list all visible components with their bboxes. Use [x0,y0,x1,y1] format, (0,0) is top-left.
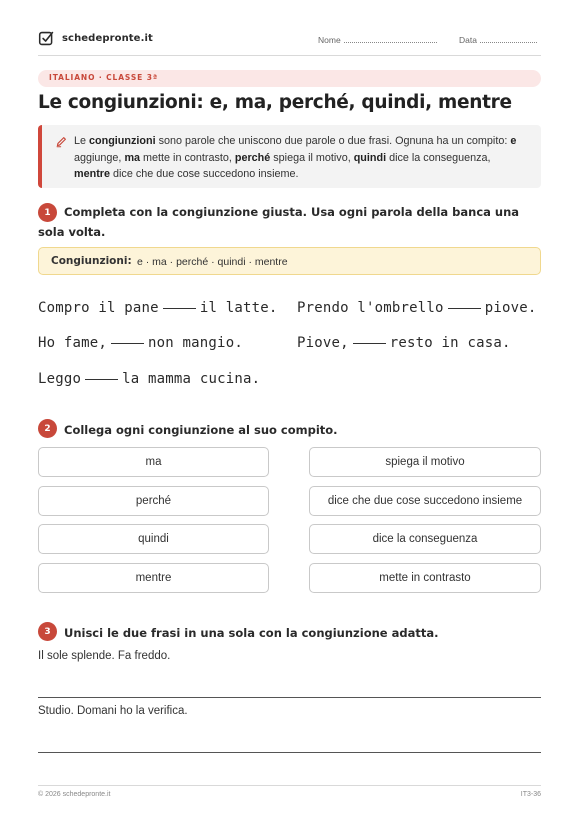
exercise-1-heading [38,202,541,242]
exercise-number: 1 [38,203,57,222]
pencil-icon [55,135,68,148]
page-footer [38,785,541,798]
checkbox-logo-icon [38,30,55,47]
word-bank [38,247,541,275]
match-right-item[interactable]: dice che due cose succedono insieme [309,486,541,516]
exercise-number: 3 [38,622,57,641]
sentence-pair: Studio. Domani ho la verifica. [38,705,188,717]
exercise-2-instruction: Collega ogni congiunzione al suo compito. [64,423,338,437]
match-right-item[interactable]: spiega il motivo [309,447,541,477]
date-label: Data [459,35,477,45]
subject-tag-text: ITALIANO · CLASSE 3ª [49,73,158,82]
word-bank-label: Congiunzioni: [51,255,132,267]
fill-sentence: Piove, resto in casa. [297,335,511,351]
exercise-3-heading [38,623,541,643]
sentence-pair: Il sole splende. Fa freddo. [38,650,171,662]
fill-sentence: Leggo la mamma cucina. [38,371,261,387]
blank-field[interactable] [353,343,386,344]
match-left-item[interactable]: mentre [38,563,269,593]
exercise-3-instruction: Unisci le due frasi in una sola con la congiunzione adatta. [64,626,439,640]
answer-line[interactable] [38,697,541,698]
answer-line[interactable] [38,752,541,753]
match-left-item[interactable]: quindi [38,524,269,554]
sheet-code: IT3-36 [520,791,541,798]
subject-tag [38,70,541,87]
word-bank-words: e · ma · perché · quindi · mentre [137,256,288,268]
site-name: schedepronte.it [62,33,153,44]
blank-field[interactable] [448,308,481,309]
blank-field[interactable] [85,379,118,380]
copyright: © 2026 schedepronte.it [38,791,111,798]
match-left-item[interactable]: perché [38,486,269,516]
exercise-2-heading [38,420,541,440]
fill-sentence: Ho fame, non mangio. [38,335,243,351]
name-field[interactable] [318,35,437,45]
site-logo [38,30,153,47]
page-header [38,30,541,56]
match-left-item[interactable]: ma [38,447,269,477]
intro-box [38,125,541,188]
page-title: Le congiunzioni: e, ma, perché, quindi, mentre [38,92,512,113]
fill-sentence: Prendo l'ombrello piove. [297,300,537,316]
date-field[interactable] [459,35,537,45]
exercise-1-instruction: Completa con la congiunzione giusta. Usa ogni parola della banca una sola volta. [38,205,520,239]
fill-sentence: Compro il pane il latte. [38,300,278,316]
blank-field[interactable] [111,343,144,344]
match-right-item[interactable]: mette in contrasto [309,563,541,593]
intro-text: Le congiunzioni sono parole che uniscono due parole o due frasi. Ognuna ha un compito: e aggiunge, ma mette in contrasto, perché spiega il motivo, quindi dice la conseguenza, mentre dice che due cose succedono insieme. [74,135,517,180]
exercise-number: 2 [38,419,57,438]
blank-field[interactable] [163,308,196,309]
name-label: Nome [318,35,341,45]
match-right-item[interactable]: dice la conseguenza [309,524,541,554]
